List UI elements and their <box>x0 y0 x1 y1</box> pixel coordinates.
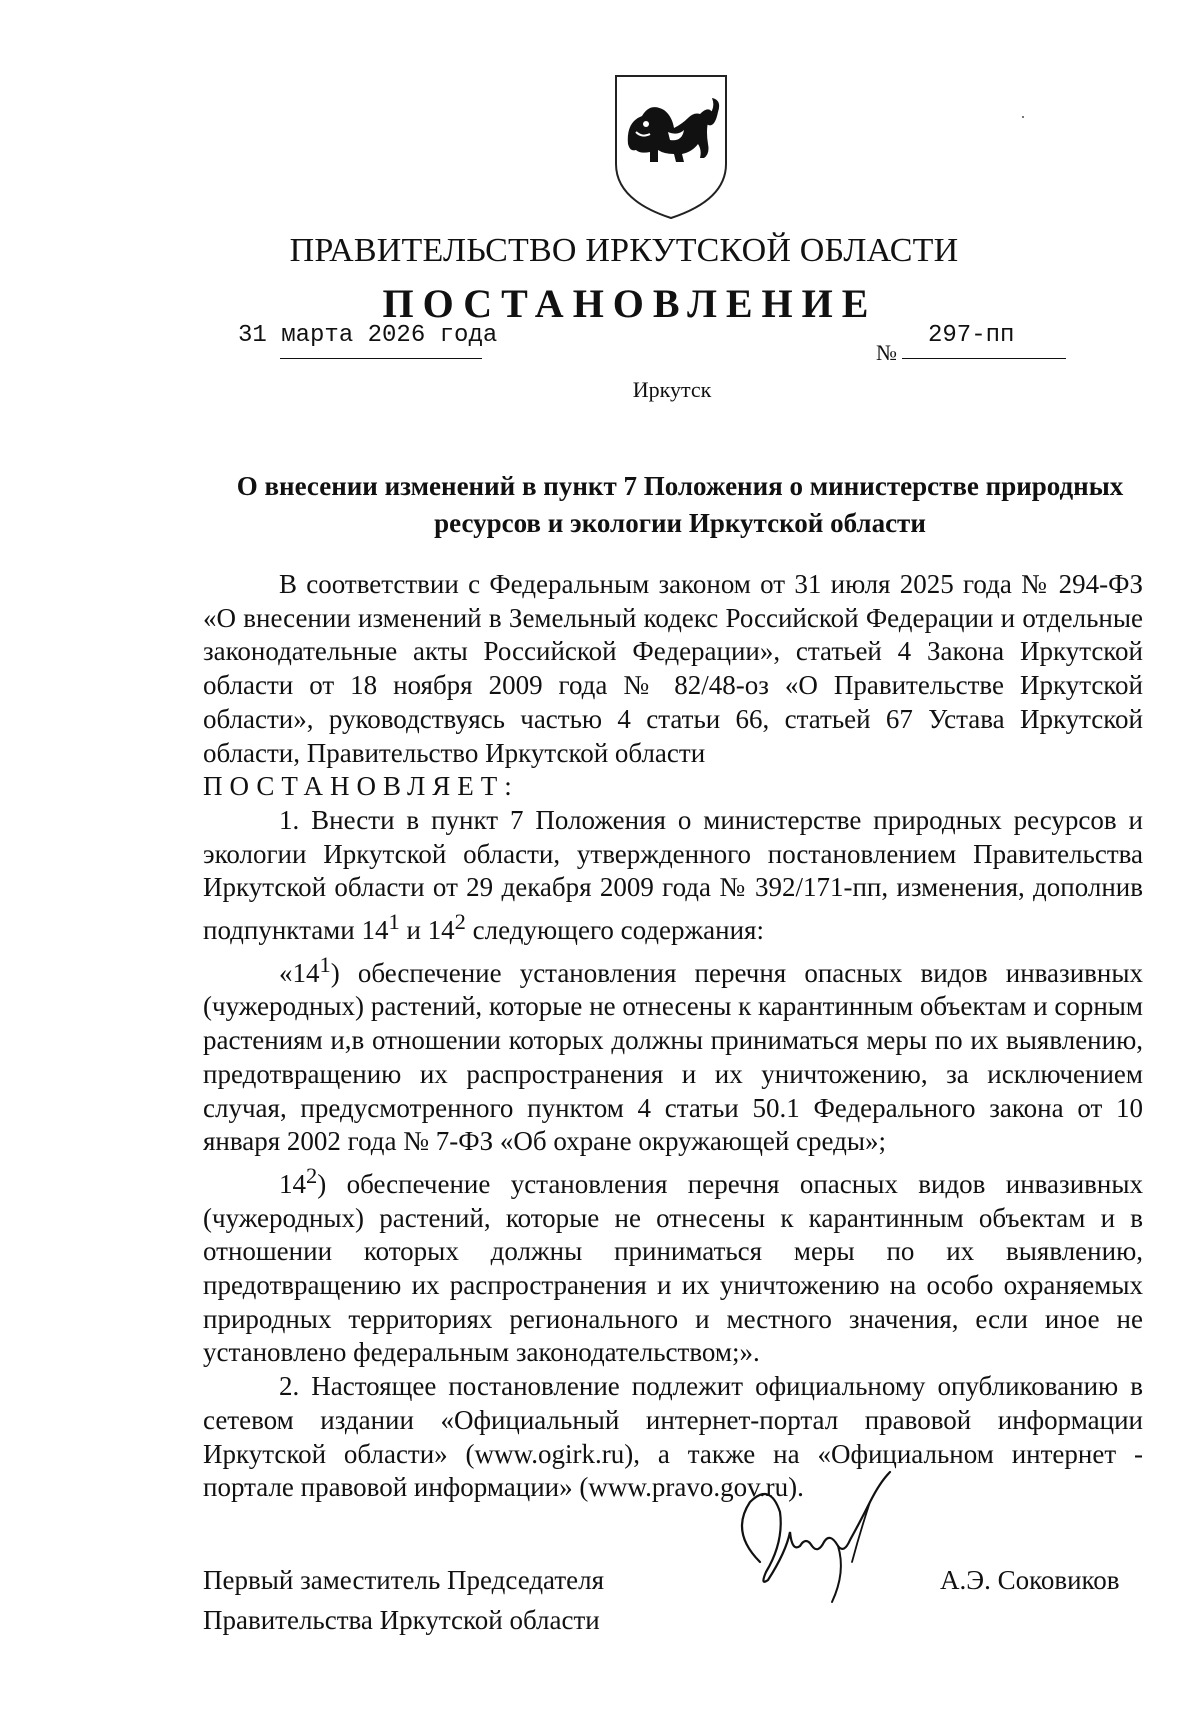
document-number: 297-пп <box>928 322 1015 349</box>
item-2-paragraph: 2. Настоящее постановление подлежит официальному опубликованию в сетевом издании «Официальный интернет-портал правовой информации Иркутской области» (www.ogirk.ru), а также на «Официальном интернет - портале правовой информации» (www.pravo.gov.ru). <box>203 1371 1143 1503</box>
subitem-14-2-paragraph <box>203 1159 1143 1370</box>
subitem-14-1-superscript: 1 <box>319 951 331 977</box>
signatory-name: А.Э. Соковиков <box>940 1565 1120 1595</box>
date-underline <box>280 358 482 359</box>
item-1-paragraph <box>203 804 1143 948</box>
government-name: ПРАВИТЕЛЬСТВО ИРКУТСКОЙ ОБЛАСТИ <box>289 232 959 269</box>
subitem-14-2-superscript: 2 <box>306 1162 318 1188</box>
preamble-paragraph: В соответствии с Федеральным законом от 31 июля 2025 года № 294-ФЗ «О внесении изменений в Земельный кодекс Российской Федерации и отдельные законодательные акты Российской Федерации», статьей 4 Закона Иркутской области от 18 ноября 2009 года № 82/48-оз «О Правительстве Иркутской области», руководствуясь частью 4 статьи 66, статьей 67 Устава Иркутской области, Правительство Иркутской области <box>203 569 1143 768</box>
subitem-14-2-number: 14 <box>279 1168 306 1199</box>
number-sign: № <box>876 340 897 365</box>
document-type-heading: ПОСТАНОВЛЕНИЕ <box>382 281 878 326</box>
item-1-superscript-2: 2 <box>454 909 466 935</box>
item-1-text-mid: и 14 <box>399 915 455 946</box>
number-underline <box>902 358 1066 359</box>
subitem-14-1-number: «14 <box>279 957 320 988</box>
item-1-superscript-1: 1 <box>388 909 400 935</box>
document-body <box>203 568 1143 1505</box>
signatory-position <box>203 1560 604 1640</box>
subitem-14-1-text: ) обеспечение установления перечня опасных видов инвазивных (чужеродных) растений, которые не отнесены к карантинным объектам и сорным растениям и,в отношении которых должны приниматься меры по их выявлению, предотвращению их распространения и их уничтожению, за исключением случая, предусмотренного пунктом 4 статьи 50.1 Федерального закона от 10 января 2002 года № 7-ФЗ «Об охране окружающей среды»; <box>203 957 1143 1157</box>
document-title: О внесении изменений в пункт 7 Положения о министерстве природных ресурсов и экологии Иркутской области <box>236 471 1124 538</box>
item-1-text-start: 1. Внести в пункт 7 Положения о министерстве природных ресурсов и экологии Иркутской области, утвержденного постановлением Правительства Иркутской области от 29 декабря 2009 года № 392/171-пп, изменения, дополнив подпунктами 14 <box>203 804 1143 946</box>
subitem-14-2-text: ) обеспечение установления перечня опасных видов инвазивных (чужеродных) растений, которые не отнесены к карантинным объектам и в отношении которых должны приниматься меры по их выявлению, предотвращению их распространения и их уничтожению на особо охраняемых природных территориях регионального и местного значения, если иное не установлено федеральным законодательством;». <box>203 1168 1143 1368</box>
handwritten-signature <box>720 1462 930 1612</box>
signatory-position-line-1: Первый заместитель Председателя <box>203 1565 605 1595</box>
scan-speck <box>1022 116 1024 118</box>
subitem-14-1-paragraph <box>203 948 1143 1159</box>
signatory-position-line-2: Правительства Иркутской области <box>203 1605 600 1635</box>
item-1-text-end: следующего содержания: <box>465 915 764 946</box>
document-city: Иркутск <box>632 377 712 402</box>
coat-of-arms-icon <box>612 72 730 222</box>
document-date: 31 марта 2026 года <box>238 322 498 349</box>
resolves-heading: ПОСТАНОВЛЯЕТ: <box>203 771 519 802</box>
